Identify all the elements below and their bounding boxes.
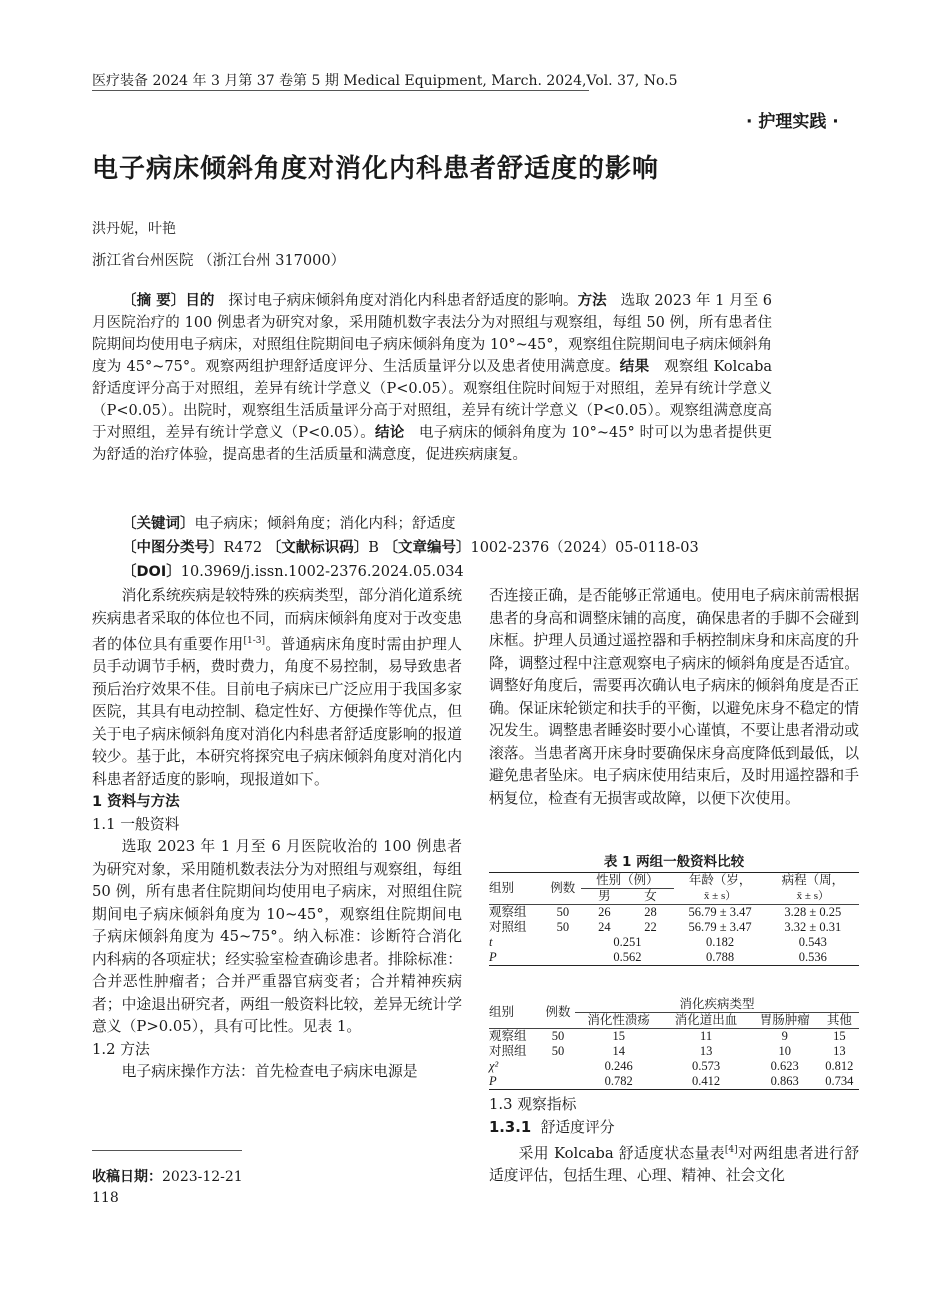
art-label: 〔文章编号〕 xyxy=(383,540,471,556)
table-row-t xyxy=(489,935,859,950)
section-1-3-1-heading xyxy=(489,1117,859,1140)
doc-label: 〔文献标识码〕 xyxy=(266,540,369,556)
affiliation: 浙江省台州医院 （浙江台州 317000） xyxy=(92,253,346,269)
col-sex-header: 性别（例） xyxy=(581,873,673,889)
p-sex: 0.562 xyxy=(581,950,673,966)
clc-label: 〔中图分类号〕 xyxy=(122,540,224,556)
t-age: 0.182 xyxy=(706,935,735,949)
right-column xyxy=(489,585,859,810)
results-label: 结果 xyxy=(619,359,650,375)
row-course: 3.28 ± 0.25 xyxy=(784,905,842,919)
journal-header: 医疗装备 2024 年 3 月第 37 卷第 5 期 Medical Equipment, March. 2024,Vol. 37, No.5 xyxy=(92,73,678,89)
chi-d2: 0.573 xyxy=(692,1059,721,1073)
row-group: 对照组 xyxy=(489,1044,527,1058)
row-female: 28 xyxy=(644,905,657,919)
row-group: 对照组 xyxy=(489,920,527,934)
section-1-1-heading: 1.1 一般资料 xyxy=(92,815,180,833)
method-paragraph-cont: 否连接正确，是否能够正常通电。使用电子病床前需根据患者的身高和调整床铺的高度，确保患者的手脚不会碰到床框。护理人员通过遥控器和手柄控制床身和床高度的升降，调整过程中注意观察电子病床的倾斜角度是否适宜。调整好角度后，需要再次确认电子病床的倾斜角度是否正确。保证床轮锁定和扶手的平衡，以避免床身不稳定的情况发生。调整患者睡姿时要小心谨慎，不要让患者滑动或滚落。当患者离开床身时要确保床身高度降低到最低，以避免患者坠床。电子病床使用结束后，及时用遥控器和手柄复位，检查有无损害或故障，以便下次使用。 xyxy=(489,587,859,807)
section-tag: · 护理实践 · xyxy=(746,112,839,132)
row-n: 50 xyxy=(556,905,570,919)
row-d2: 13 xyxy=(699,1044,713,1058)
left-column xyxy=(92,585,462,1084)
received-label: 收稿日期： xyxy=(92,1169,162,1185)
row-d4: 13 xyxy=(833,1044,846,1058)
chi-d3: 0.623 xyxy=(770,1059,799,1073)
table-1-title: 表 1 两组一般资料比较 xyxy=(603,854,745,870)
chi-d1: 0.246 xyxy=(604,1059,633,1073)
row-course: 3.32 ± 0.31 xyxy=(784,920,842,934)
intro-text-b: 。普通病床角度时需由护理人员手动调节手柄，费时费力，角度不易控制，易导致患者预后治疗效果不佳。目前电子病床已广泛应用于我国多家医院，其具有电动控制、稳定性好、方便操作等优点，但关于电子病床倾斜角度对消化内科患者舒适度影响的报道较少。基于此，本研究将探究电子病床倾斜角度对消化内科患者舒适度的影响，现报道如下。 xyxy=(92,635,462,788)
art-value: 1002-2376（2024）05-0118-03 xyxy=(470,540,699,556)
received-value: 2023-12-21 xyxy=(162,1169,243,1185)
table-1 xyxy=(489,872,859,966)
table-1-part-2 xyxy=(489,997,859,1090)
doc-value: B xyxy=(368,540,379,556)
conclusion-label: 结论 xyxy=(374,425,405,441)
table-row xyxy=(489,1044,859,1059)
abstract-methods: 选取 2023 年 1 月至 6 月医院治疗的 100 例患者为研究对象，采用随机数字表法分为对照组与观察组，每组 50 例，所有患者住院期间均使用电子病床，对照组住院期间电子病床倾斜角度为 10°~45°，观察组住院期间电子病床倾斜角度为 45°~75°。观察两组护理舒适度评分、生活质量评分以及患者使用满意度。 xyxy=(92,293,773,375)
abstract-results: 观察组 Kolcaba 舒适度评分高于对照组，差异有统计学意义（P<0.05）。观察组住院时间短于对照组，差异有统计学意义（P<0.05）。出院时，观察组生活质量评分高于对照组，差异有统计学意义（P<0.05）。观察组满意度高于对照组，差异有统计学意义（P<0.05）。 xyxy=(92,359,772,441)
t-label: t xyxy=(489,935,493,949)
footnote-rule xyxy=(92,1150,242,1151)
obs-ref: [4] xyxy=(724,1145,738,1155)
col-course-sub: x̄ ± s） xyxy=(767,889,859,905)
authors: 洪丹妮，叶艳 xyxy=(92,221,176,237)
row-group: 观察组 xyxy=(489,905,527,919)
article-title: 电子病床倾斜角度对消化内科患者舒适度的影响 xyxy=(92,154,660,184)
col-d4-header: 其他 xyxy=(820,1013,859,1029)
col-d2-header: 消化道出血 xyxy=(662,1013,749,1029)
section-1-2-heading: 1.2 方法 xyxy=(92,1040,150,1058)
section-1-3-1-num: 1.3.1 xyxy=(489,1118,532,1136)
row-male: 24 xyxy=(598,920,611,934)
right-column-bottom xyxy=(489,1094,859,1188)
row-n: 50 xyxy=(551,1029,565,1043)
table-row xyxy=(489,1029,859,1045)
col-group-header-2: 组别 xyxy=(489,997,541,1029)
keywords-label: 〔关键词〕 xyxy=(122,516,195,532)
general-paragraph: 选取 2023 年 1 月至 6 月医院收治的 100 例患者为研究对象，采用随机数表法分为对照组与观察组，每组 50 例，所有患者住院期间均使用电子病床，对照组住院期间电子病床倾斜角度为 10~45°，观察组住院期间电子病床倾斜角度为 45~75°。纳入标准：诊断符合消化内科病的各项症状；经实验室检查确诊患者。排除标准：合并恶性肿瘤者；合并严重器官病变者；合并精神疾病者；中途退出研究者，两组一般资料比较，差异无统计学意义（P>0.05），具有可比性。见表 1。 xyxy=(92,838,462,1036)
row-d4: 15 xyxy=(833,1029,846,1043)
section-1-3-1-title: 舒适度评分 xyxy=(540,1118,615,1136)
header-rule xyxy=(92,90,589,91)
abstract-conclusion: 电子病床的倾斜角度为 10°~45° 时可以为患者提供更为舒适的治疗体验，提高患者的生活质量和满意度，促进疾病康复。 xyxy=(92,425,772,463)
col-age-header: 年龄（岁， xyxy=(674,873,767,889)
page-number: 118 xyxy=(92,1190,119,1206)
table-row-p2 xyxy=(489,1074,859,1090)
clc-value: R472 xyxy=(223,540,263,556)
col-n-header-2: 例数 xyxy=(541,997,575,1029)
doi xyxy=(122,560,464,581)
keywords xyxy=(122,512,456,533)
row-male: 26 xyxy=(598,905,611,919)
row-n: 50 xyxy=(551,1044,565,1058)
row-d1: 15 xyxy=(612,1029,625,1043)
section-1-3-heading: 1.3 观察指标 xyxy=(489,1096,577,1113)
p-label: P xyxy=(489,950,544,966)
p-course: 0.536 xyxy=(767,950,859,966)
intro-paragraph xyxy=(92,585,462,791)
method-paragraph-start: 电子病床操作方法：首先检查电子病床电源是 xyxy=(121,1063,418,1081)
abstract-label: 〔摘 要〕目的 xyxy=(122,293,215,309)
p-age: 0.788 xyxy=(674,950,767,966)
p2-label: P xyxy=(489,1074,541,1090)
row-group: 观察组 xyxy=(489,1029,527,1043)
chi-label: χ² xyxy=(489,1059,499,1073)
row-d3: 10 xyxy=(778,1044,791,1058)
t-course: 0.543 xyxy=(798,935,827,949)
table-row xyxy=(489,905,859,921)
observation-paragraph xyxy=(489,1139,859,1188)
classification xyxy=(122,536,699,557)
row-age: 56.79 ± 3.47 xyxy=(688,905,752,919)
col-d3-header: 胃肠肿瘤 xyxy=(750,1013,820,1029)
table-row-chi xyxy=(489,1059,859,1074)
row-d1: 14 xyxy=(612,1044,625,1058)
t-sex: 0.251 xyxy=(613,935,642,949)
row-age: 56.79 ± 3.47 xyxy=(688,920,752,934)
section-1-heading: 1 资料与方法 xyxy=(92,794,180,811)
col-course-header: 病程（周， xyxy=(767,873,859,889)
received-date xyxy=(92,1166,243,1186)
intro-ref: [1-3] xyxy=(243,636,266,646)
p2-d2: 0.412 xyxy=(662,1074,749,1090)
row-n: 50 xyxy=(556,920,570,934)
chi-d4: 0.812 xyxy=(825,1059,854,1073)
doi-label: 〔DOI〕 xyxy=(122,564,181,580)
table-row-p xyxy=(489,950,859,966)
keywords-value: 电子病床；倾斜角度；消化内科；舒适度 xyxy=(194,516,456,532)
p2-d4: 0.734 xyxy=(820,1074,859,1090)
p2-d1: 0.782 xyxy=(575,1074,662,1090)
col-age-sub: x̄ ± s） xyxy=(674,889,767,905)
abstract xyxy=(92,290,772,466)
intro-text-a: 消化系统疾病是较特殊的疾病类型，部分消化道系统疾病患者采取的体位也不同，而病床倾斜角度对于改变患者的体位具有重要作用 xyxy=(92,587,462,653)
doi-value: 10.3969/j.issn.1002-2376.2024.05.034 xyxy=(180,564,464,580)
col-n-header: 例数 xyxy=(544,873,581,905)
p2-d3: 0.863 xyxy=(750,1074,820,1090)
table-row xyxy=(489,920,859,935)
obs-text-b: 对两组患者进行舒适度评估，包括生理、心理、精神、社会文化 xyxy=(489,1144,859,1185)
abstract-purpose: 探讨电子病床倾斜角度对消化内科患者舒适度的影响。 xyxy=(228,293,578,309)
col-group-header: 组别 xyxy=(489,873,544,905)
row-d3: 9 xyxy=(781,1029,788,1043)
methods-label: 方法 xyxy=(577,293,607,309)
row-female: 22 xyxy=(644,920,657,934)
col-male-header: 男 xyxy=(581,889,627,905)
row-d2: 11 xyxy=(700,1029,713,1043)
col-disease-header: 消化疾病类型 xyxy=(575,997,859,1013)
col-female-header: 女 xyxy=(627,889,673,905)
obs-text-a: 采用 Kolcaba 舒适度状态量表 xyxy=(518,1144,725,1162)
col-d1-header: 消化性溃疡 xyxy=(575,1013,662,1029)
